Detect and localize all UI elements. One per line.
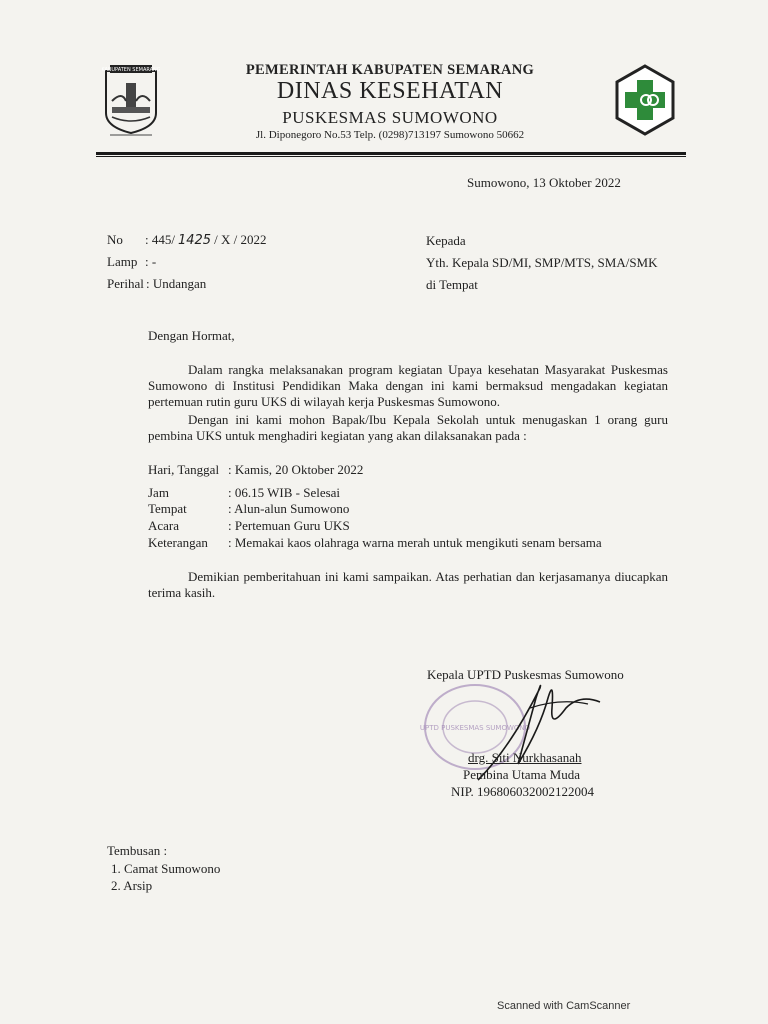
- regency-logo: [102, 61, 160, 137]
- stamp-text: UPTD PUSKESMAS SUMOWONO: [420, 724, 530, 732]
- letter-date: Sumowono, 13 Oktober 2022: [467, 175, 621, 190]
- cc-item-2: 2. Arsip: [111, 878, 153, 893]
- detail-value-note: : Memakai kaos olahraga warna merah untuk mengikuti senam bersama: [228, 535, 602, 550]
- recipient-name: Yth. Kepala SD/MI, SMP/MTS, SMA/SMK: [426, 255, 658, 270]
- paragraph-intro: Dalam rangka melaksanakan program kegiatan Upaya kesehatan Masyarakat Puskesmas Sumowono di Institusi Pendidikan Maka dengan ini kami bermaksud mengadakan kegiatan pertemuan rutin guru UKS di wilayah kerja Puskesmas Sumowono.: [148, 362, 668, 409]
- detail-label-date: Hari, Tanggal: [148, 462, 220, 477]
- lamp-value: : -: [145, 254, 157, 269]
- paragraph-request: Dengan ini kami mohon Bapak/Ibu Kepala Sekolah untuk menugaskan 1 orang guru pembina UKS untuk menghadiri kegiatan yang akan dilaksanakan pada :: [148, 412, 668, 443]
- header-unit: PUSKESMAS SUMOWONO: [282, 108, 498, 127]
- detail-label-place: Tempat: [148, 501, 187, 516]
- cc-title: Tembusan :: [107, 843, 168, 858]
- no-value: [145, 232, 266, 249]
- no-prefix: : 445/: [145, 232, 175, 247]
- recipient-kepada: Kepada: [426, 233, 466, 248]
- lamp-label: Lamp: [107, 254, 138, 269]
- detail-label-event: Acara: [148, 518, 180, 533]
- health-cross-logo: [613, 64, 677, 136]
- no-suffix: / X / 2022: [214, 232, 267, 247]
- regency-logo-text: KABUPATEN SEMARANG: [102, 67, 160, 73]
- closing-paragraph: Demikian pemberitahuan ini kami sampaikan. Atas perhatian dan kerjasamanya diucapkan terima kasih.: [148, 569, 668, 600]
- header-address: Jl. Diponegoro No.53 Telp. (0298)713197 Sumowono 50662: [255, 129, 525, 141]
- perihal-value: : Undangan: [146, 276, 207, 291]
- signatory-rank: Pembina Utama Muda: [463, 767, 580, 782]
- header-rule-thick: [96, 152, 686, 155]
- header-government: PEMERINTAH KABUPATEN SEMARANG: [245, 62, 535, 78]
- header-agency: DINAS KESEHATAN: [276, 78, 504, 104]
- detail-label-note: Keterangan: [148, 535, 208, 550]
- header-rule-thin: [96, 156, 686, 157]
- signatory-title: Kepala UPTD Puskesmas Sumowono: [427, 667, 624, 682]
- no-handwritten: 1425: [177, 233, 212, 248]
- recipient-place: di Tempat: [426, 277, 478, 292]
- detail-value-place: : Alun-alun Sumowono: [228, 501, 350, 516]
- cc-item-1: 1. Camat Sumowono: [111, 861, 221, 876]
- signatory-nip: NIP. 196806032002122004: [451, 784, 595, 799]
- detail-value-date: : Kamis, 20 Oktober 2022: [228, 462, 364, 477]
- detail-value-event: : Pertemuan Guru UKS: [228, 518, 350, 533]
- scanner-watermark: Scanned with CamScanner: [497, 1000, 631, 1012]
- perihal-label: Perihal: [107, 276, 144, 291]
- detail-label-time: Jam: [148, 485, 169, 500]
- signatory-name: drg. Siti Nurkhasanah: [468, 750, 582, 765]
- detail-value-time: : 06.15 WIB - Selesai: [228, 485, 341, 500]
- greeting: Dengan Hormat,: [148, 328, 235, 343]
- no-label: No: [107, 232, 123, 247]
